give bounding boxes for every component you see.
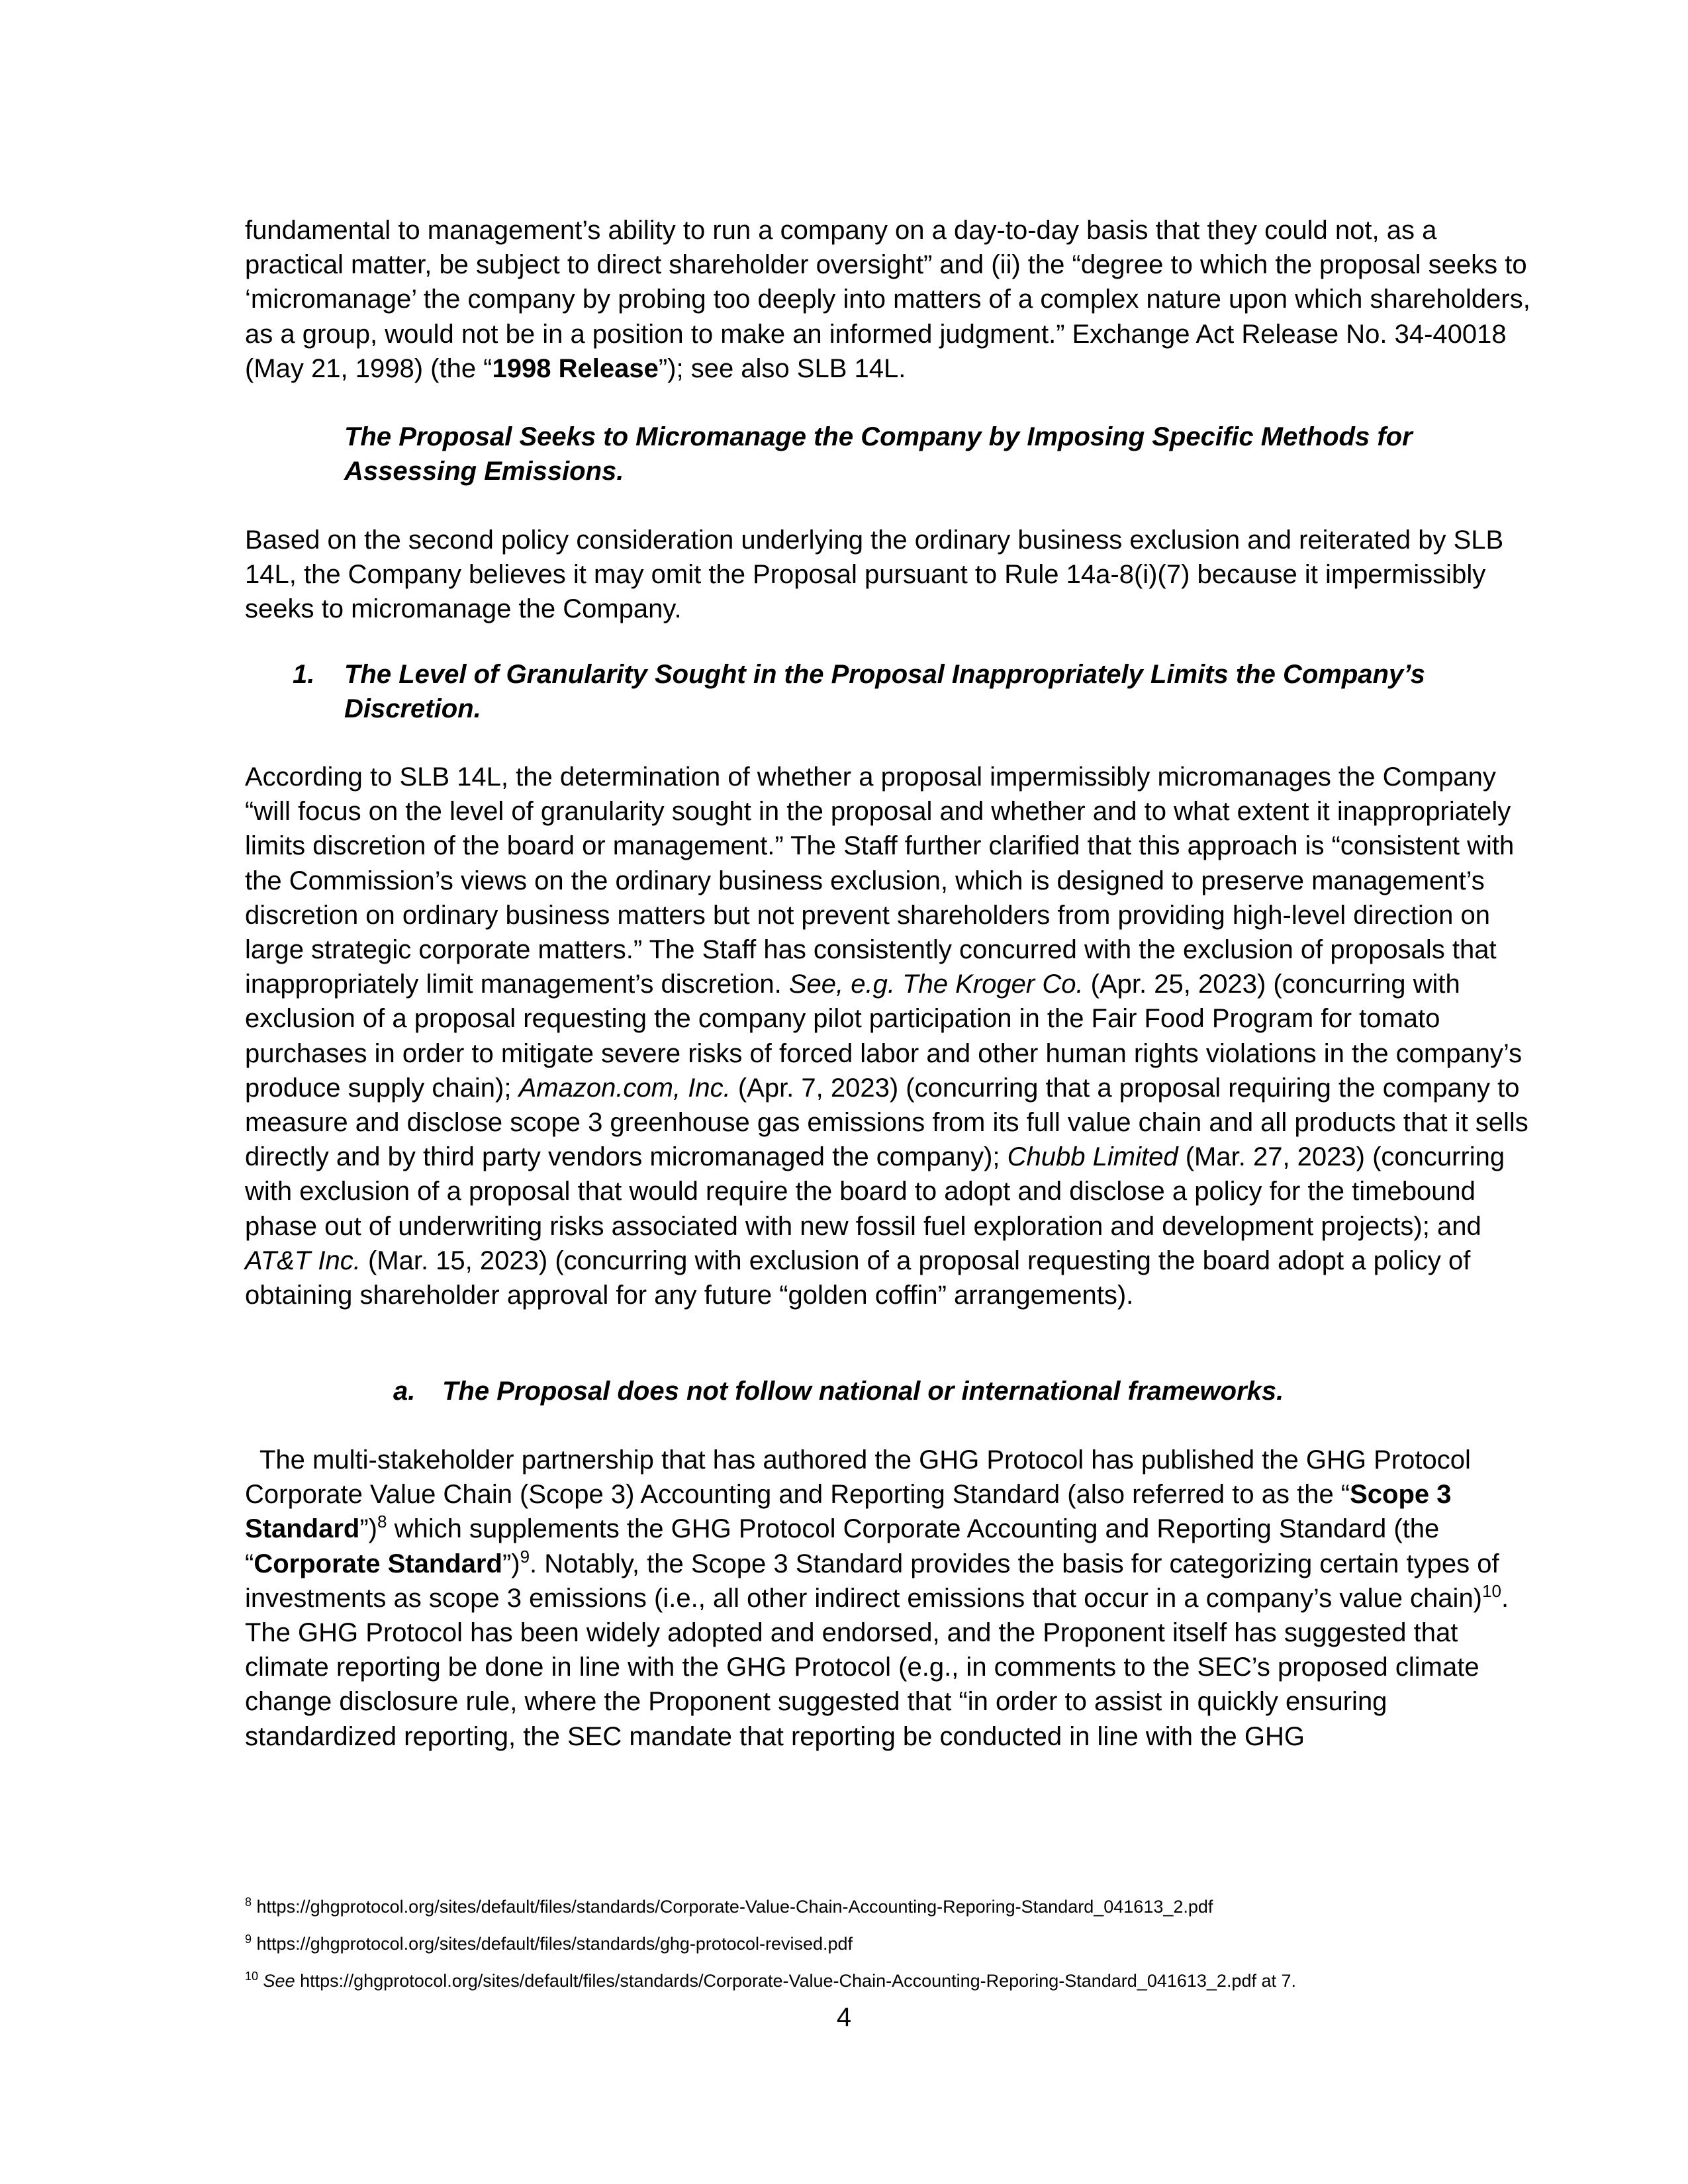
- case-citation-amazon: Amazon.com, Inc.: [518, 1073, 731, 1103]
- subheading-letter: a.: [393, 1377, 416, 1406]
- subheading-frameworks-text: The Proposal does not follow national or international frameworks.: [442, 1377, 1284, 1406]
- paragraph-3-text-3: (Apr. 7, 2023) (concurring that a proposal requiring the company to measure and disclose scope 3 greenhouse gas emissions from its full value chain and all products that it sells directly and by third party vendors micromanaged the company);: [245, 1073, 1528, 1172]
- paragraph-ghg-protocol: [245, 1443, 1542, 1754]
- paragraph-3-text-5: (Mar. 15, 2023) (concurring with exclusion of a proposal requesting the board adopt a policy of obtaining shareholder approval for any future “golden coffin” arrangements).: [245, 1246, 1471, 1310]
- footnote-link[interactable]: https://ghgprotocol.org/sites/default/files/standards/Corporate-Value-Chain-Accounting-Reporing-Standard_041613_2.pdf at 7.: [295, 1971, 1297, 1991]
- subheading-frameworks: [393, 1374, 1519, 1408]
- footnote-link[interactable]: https://ghgprotocol.org/sites/default/files/standards/Corporate-Value-Chain-Accounting-Reporing-Standard_041613_2.pdf: [256, 1897, 1213, 1917]
- subheading-granularity: [293, 657, 1524, 726]
- paragraph-4-text-5: . Notably, the Scope 3 Standard provides the basis for categorizing certain types of investments as scope 3 emissions (i.e., all other indirect emissions that occur in a company’s value chain): [245, 1549, 1499, 1613]
- footnote-ref-9[interactable]: 9: [520, 1546, 530, 1567]
- defined-term-scope-3-standard: Scope 3 Standard: [245, 1480, 1452, 1544]
- case-citation-att: AT&T Inc.: [245, 1246, 361, 1275]
- paragraph-3-text-1: According to SLB 14L, the determination of whether a proposal impermissibly micromanages the Company “will focus on the level of granularity sought in the proposal and whether and to what extent it inappropriately limits discretion of the board or management.” The Staff further clarified that this approach is “consistent with the Commission’s views on the ordinary business exclusion, which is designed to preserve management’s discretion on ordinary business matters but not prevent shareholders from providing high-level direction on large strategic corporate matters.” The Staff has consistently concurred with the exclusion of proposals that inappropriately limit management’s discretion.: [245, 762, 1515, 999]
- footnote-marker: 9: [245, 1933, 252, 1946]
- paragraph-policy-consideration: Based on the second policy consideration underlying the ordinary business exclusion and reiterated by SLB 14L, the Company believes it may omit the Proposal pursuant to Rule 14a-8(i)(7) because it impermissibly seeks to micromanage the Company.: [245, 525, 1504, 624]
- footnote-signal: See: [263, 1971, 295, 1991]
- case-citation-chubb: Chubb Limited: [1007, 1142, 1178, 1172]
- footnotes: [245, 1896, 1542, 2007]
- paragraph-4-text-6: . The GHG Protocol has been widely adopted and endorsed, and the Proponent itself has suggested that climate reporting be done in line with the GHG Protocol (e.g., in comments to the SEC’s proposed climate change disclosure rule, where the Proponent suggested that “in order to assist in quickly ensuring standardized reporting, the SEC mandate that reporting be conducted in line with the GHG: [245, 1583, 1509, 1751]
- paragraph-4-text-1: The multi-stakeholder partnership that has authored the GHG Protocol has published the GHG Protocol Corporate Value Chain (Scope 3) Accounting and Reporting Standard (also referred to as the “: [245, 1445, 1471, 1510]
- section-heading-micromanage: The Proposal Seeks to Micromanage the Company by Imposing Specific Methods for Assessing Emissions.: [344, 422, 1413, 486]
- subheading-number: 1.: [293, 660, 315, 689]
- defined-term-1998-release: 1998 Release: [492, 353, 659, 383]
- footnote-marker: 10: [245, 1970, 259, 1983]
- footnote-marker: 8: [245, 1895, 252, 1909]
- paragraph-4-text-3: which supplements the GHG Protocol Corporate Accounting and Reporting Standard (the “: [245, 1514, 1440, 1578]
- case-citation-kroger: See, e.g. The Kroger Co.: [788, 970, 1084, 999]
- paragraph-3-text-4: (Mar. 27, 2023) (concurring with exclusion of a proposal that would require the board to adopt and disclose a policy for the timebound phase out of underwriting risks associated with new fossil fuel exploration and development projects); and: [245, 1142, 1505, 1241]
- page-number: 4: [836, 2003, 852, 2032]
- footnote-ref-10[interactable]: 10: [1482, 1580, 1501, 1601]
- paragraph-4-text-4: ”): [502, 1549, 520, 1578]
- paragraph-1-text-1: fundamental to management’s ability to run a company on a day-to-day basis that they could not, as a practical matter, be subject to direct shareholder oversight” and (ii) the “degree to which the proposal seeks to ‘micromanage’ the company by probing too deeply into matters of a complex nature upon which shareholders, as a group, would not be in a position to make an informed judgment.” Exchange Act Release No. 34-40018 (May 21, 1998) (the “: [245, 216, 1530, 383]
- paragraph-1998-release: [245, 213, 1542, 386]
- paragraph-4-text-2: ”): [359, 1514, 377, 1544]
- defined-term-corporate-standard: Corporate Standard: [254, 1549, 502, 1578]
- paragraph-1-text-2: ”); see also SLB 14L.: [658, 353, 906, 383]
- paragraph-3-text-2: (Apr. 25, 2023) (concurring with exclusion of a proposal requesting the company pilot participation in the Fair Food Program for tomato purchases in order to mitigate severe risks of forced labor and other human rights violations in the company’s produce supply chain);: [245, 970, 1523, 1103]
- subheading-text: The Level of Granularity Sought in the Proposal Inappropriately Limits the Company’s Discretion.: [344, 660, 1425, 723]
- footnote-link[interactable]: https://ghgprotocol.org/sites/default/files/standards/ghg-protocol-revised.pdf: [256, 1934, 853, 1954]
- paragraph-slb-14l: [245, 760, 1542, 1312]
- footnote-9: [245, 1933, 1542, 1954]
- footnote-10: [245, 1970, 1542, 1991]
- footnote-8: [245, 1896, 1542, 1917]
- footnote-ref-8[interactable]: 8: [377, 1512, 387, 1532]
